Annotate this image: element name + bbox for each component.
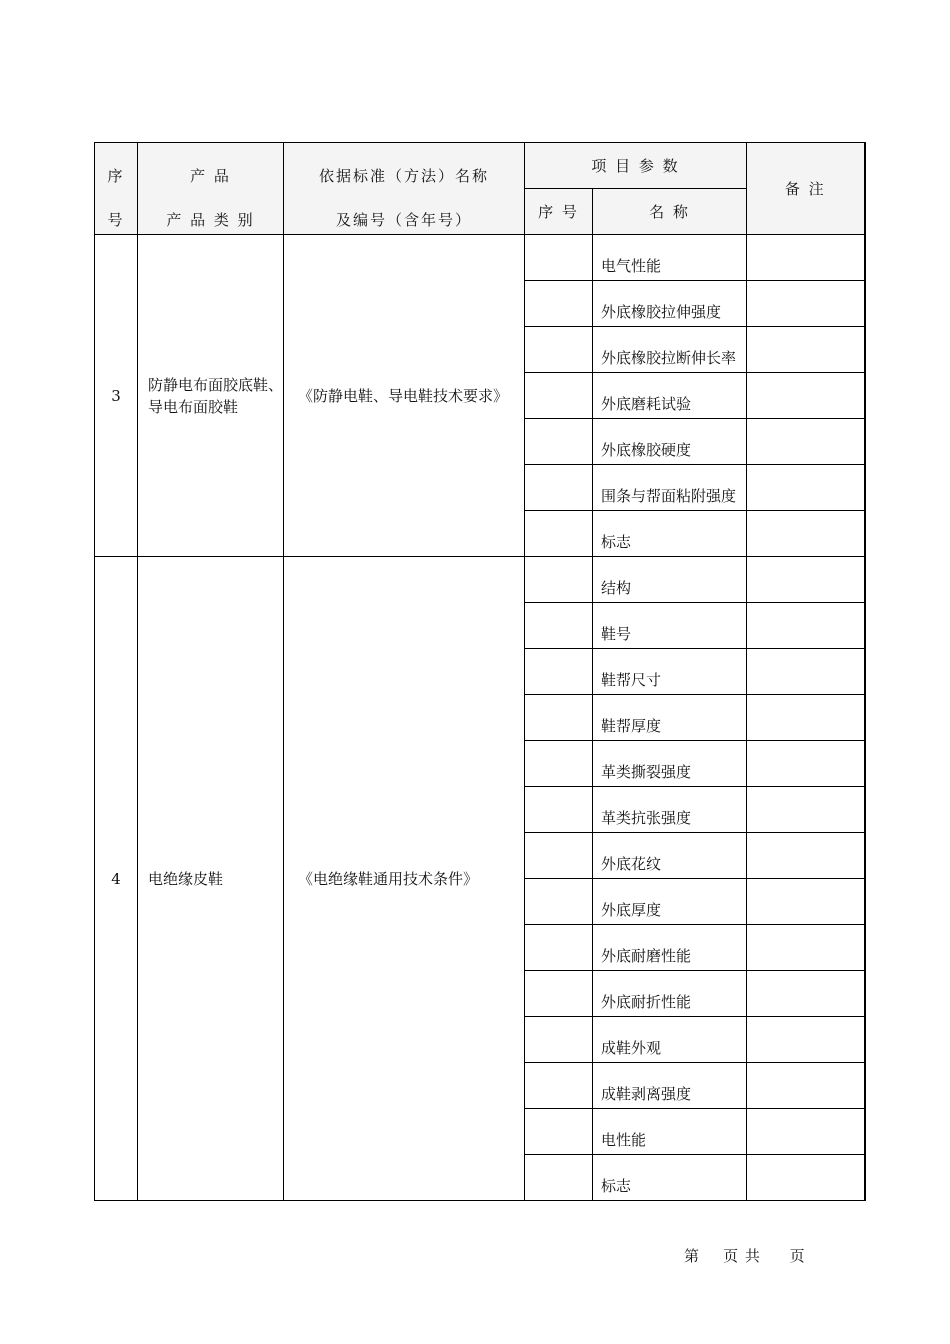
param-index-cell xyxy=(525,1017,593,1063)
standards-table xyxy=(94,142,866,1201)
param-name: 标志 xyxy=(601,533,632,551)
note-cell xyxy=(747,465,865,511)
param-index-cell xyxy=(525,925,593,971)
param-name-cell xyxy=(593,971,747,1017)
note-cell xyxy=(747,1109,865,1155)
header-param-name: 名 称 xyxy=(593,189,747,235)
note-cell xyxy=(747,879,865,925)
param-index-cell xyxy=(525,511,593,557)
param-name-cell xyxy=(593,649,747,695)
param-name: 革类撕裂强度 xyxy=(601,763,692,781)
param-name: 鞋帮厚度 xyxy=(601,717,662,735)
param-name-cell xyxy=(593,465,747,511)
header-index-top: 序 xyxy=(107,167,125,185)
note-cell xyxy=(747,281,865,327)
param-name: 外底磨耗试验 xyxy=(601,395,692,413)
note-cell xyxy=(747,235,865,281)
param-name: 鞋帮尺寸 xyxy=(601,671,662,689)
param-name: 标志 xyxy=(601,1177,632,1195)
row-category: 防静电布面胶底鞋、导电布面胶鞋 xyxy=(138,235,284,557)
header-standard-bottom: 及编号（含年号） xyxy=(335,211,472,229)
param-name-cell xyxy=(593,327,747,373)
note-cell xyxy=(747,1017,865,1063)
page-footer: 第 页 共 页 xyxy=(684,1247,806,1265)
param-index-cell xyxy=(525,971,593,1017)
header-product-top: 产 品 xyxy=(190,167,231,185)
param-name: 革类抗张强度 xyxy=(601,809,692,827)
note-cell xyxy=(747,971,865,1017)
param-index-cell xyxy=(525,1063,593,1109)
param-name: 成鞋外观 xyxy=(601,1039,662,1057)
param-name: 外底花纹 xyxy=(601,855,662,873)
param-name-cell xyxy=(593,787,747,833)
param-index-cell xyxy=(525,235,593,281)
param-index-cell xyxy=(525,327,593,373)
param-name-cell xyxy=(593,925,747,971)
note-cell xyxy=(747,557,865,603)
param-index-cell xyxy=(525,419,593,465)
param-name-cell xyxy=(593,1155,747,1201)
param-name-cell xyxy=(593,373,747,419)
param-name-cell xyxy=(593,557,747,603)
param-name: 外底耐磨性能 xyxy=(601,947,692,965)
note-cell xyxy=(747,373,865,419)
header-product-bottom: 产 品 类 别 xyxy=(166,211,255,229)
row-index: 4 xyxy=(95,557,138,1201)
row-standard: 《防静电鞋、导电鞋技术要求》 xyxy=(284,235,525,557)
note-cell xyxy=(747,603,865,649)
param-name-cell xyxy=(593,1063,747,1109)
param-name: 电气性能 xyxy=(601,257,662,275)
header-standard xyxy=(284,143,525,235)
param-name-cell xyxy=(593,603,747,649)
note-cell xyxy=(747,741,865,787)
param-name-cell xyxy=(593,1017,747,1063)
note-cell xyxy=(747,1155,865,1201)
param-name: 围条与帮面粘附强度 xyxy=(601,487,737,505)
param-name: 成鞋剥离强度 xyxy=(601,1085,692,1103)
param-name-cell xyxy=(593,511,747,557)
param-index-cell xyxy=(525,603,593,649)
note-cell xyxy=(747,649,865,695)
param-index-cell xyxy=(525,879,593,925)
note-cell xyxy=(747,511,865,557)
header-index xyxy=(95,143,138,235)
param-name-cell xyxy=(593,1109,747,1155)
note-cell xyxy=(747,327,865,373)
note-cell xyxy=(747,833,865,879)
param-index-cell xyxy=(525,465,593,511)
param-name: 外底橡胶拉断伸长率 xyxy=(601,349,737,367)
header-param-index: 序 号 xyxy=(525,189,593,235)
note-cell xyxy=(747,695,865,741)
header-params: 项 目 参 数 xyxy=(525,143,747,189)
param-name: 外底耐折性能 xyxy=(601,993,692,1011)
param-index-cell xyxy=(525,1109,593,1155)
param-index-cell xyxy=(525,373,593,419)
param-index-cell xyxy=(525,695,593,741)
param-name-cell xyxy=(593,235,747,281)
header-note: 备 注 xyxy=(747,143,865,235)
param-name-cell xyxy=(593,879,747,925)
param-index-cell xyxy=(525,557,593,603)
param-index-cell xyxy=(525,741,593,787)
table-row xyxy=(95,557,865,603)
param-index-cell xyxy=(525,649,593,695)
param-name-cell xyxy=(593,281,747,327)
param-name: 外底橡胶拉伸强度 xyxy=(601,303,722,321)
param-name-cell xyxy=(593,695,747,741)
param-name: 外底厚度 xyxy=(601,901,662,919)
row-category: 电绝缘皮鞋 xyxy=(138,557,284,1201)
param-index-cell xyxy=(525,281,593,327)
param-index-cell xyxy=(525,833,593,879)
table-row xyxy=(95,235,865,281)
param-name: 外底橡胶硬度 xyxy=(601,441,692,459)
note-cell xyxy=(747,787,865,833)
param-name-cell xyxy=(593,741,747,787)
note-cell xyxy=(747,1063,865,1109)
param-name: 结构 xyxy=(601,579,632,597)
note-cell xyxy=(747,925,865,971)
row-index: 3 xyxy=(95,235,138,557)
param-index-cell xyxy=(525,787,593,833)
param-name-cell xyxy=(593,419,747,465)
row-standard: 《电绝缘鞋通用技术条件》 xyxy=(284,557,525,1201)
param-name: 电性能 xyxy=(601,1131,647,1149)
param-name: 鞋号 xyxy=(601,625,632,643)
header-product xyxy=(138,143,284,235)
param-index-cell xyxy=(525,1155,593,1201)
param-name-cell xyxy=(593,833,747,879)
header-index-bottom: 号 xyxy=(107,211,125,229)
note-cell xyxy=(747,419,865,465)
header-standard-top: 依据标准（方法）名称 xyxy=(318,167,489,185)
